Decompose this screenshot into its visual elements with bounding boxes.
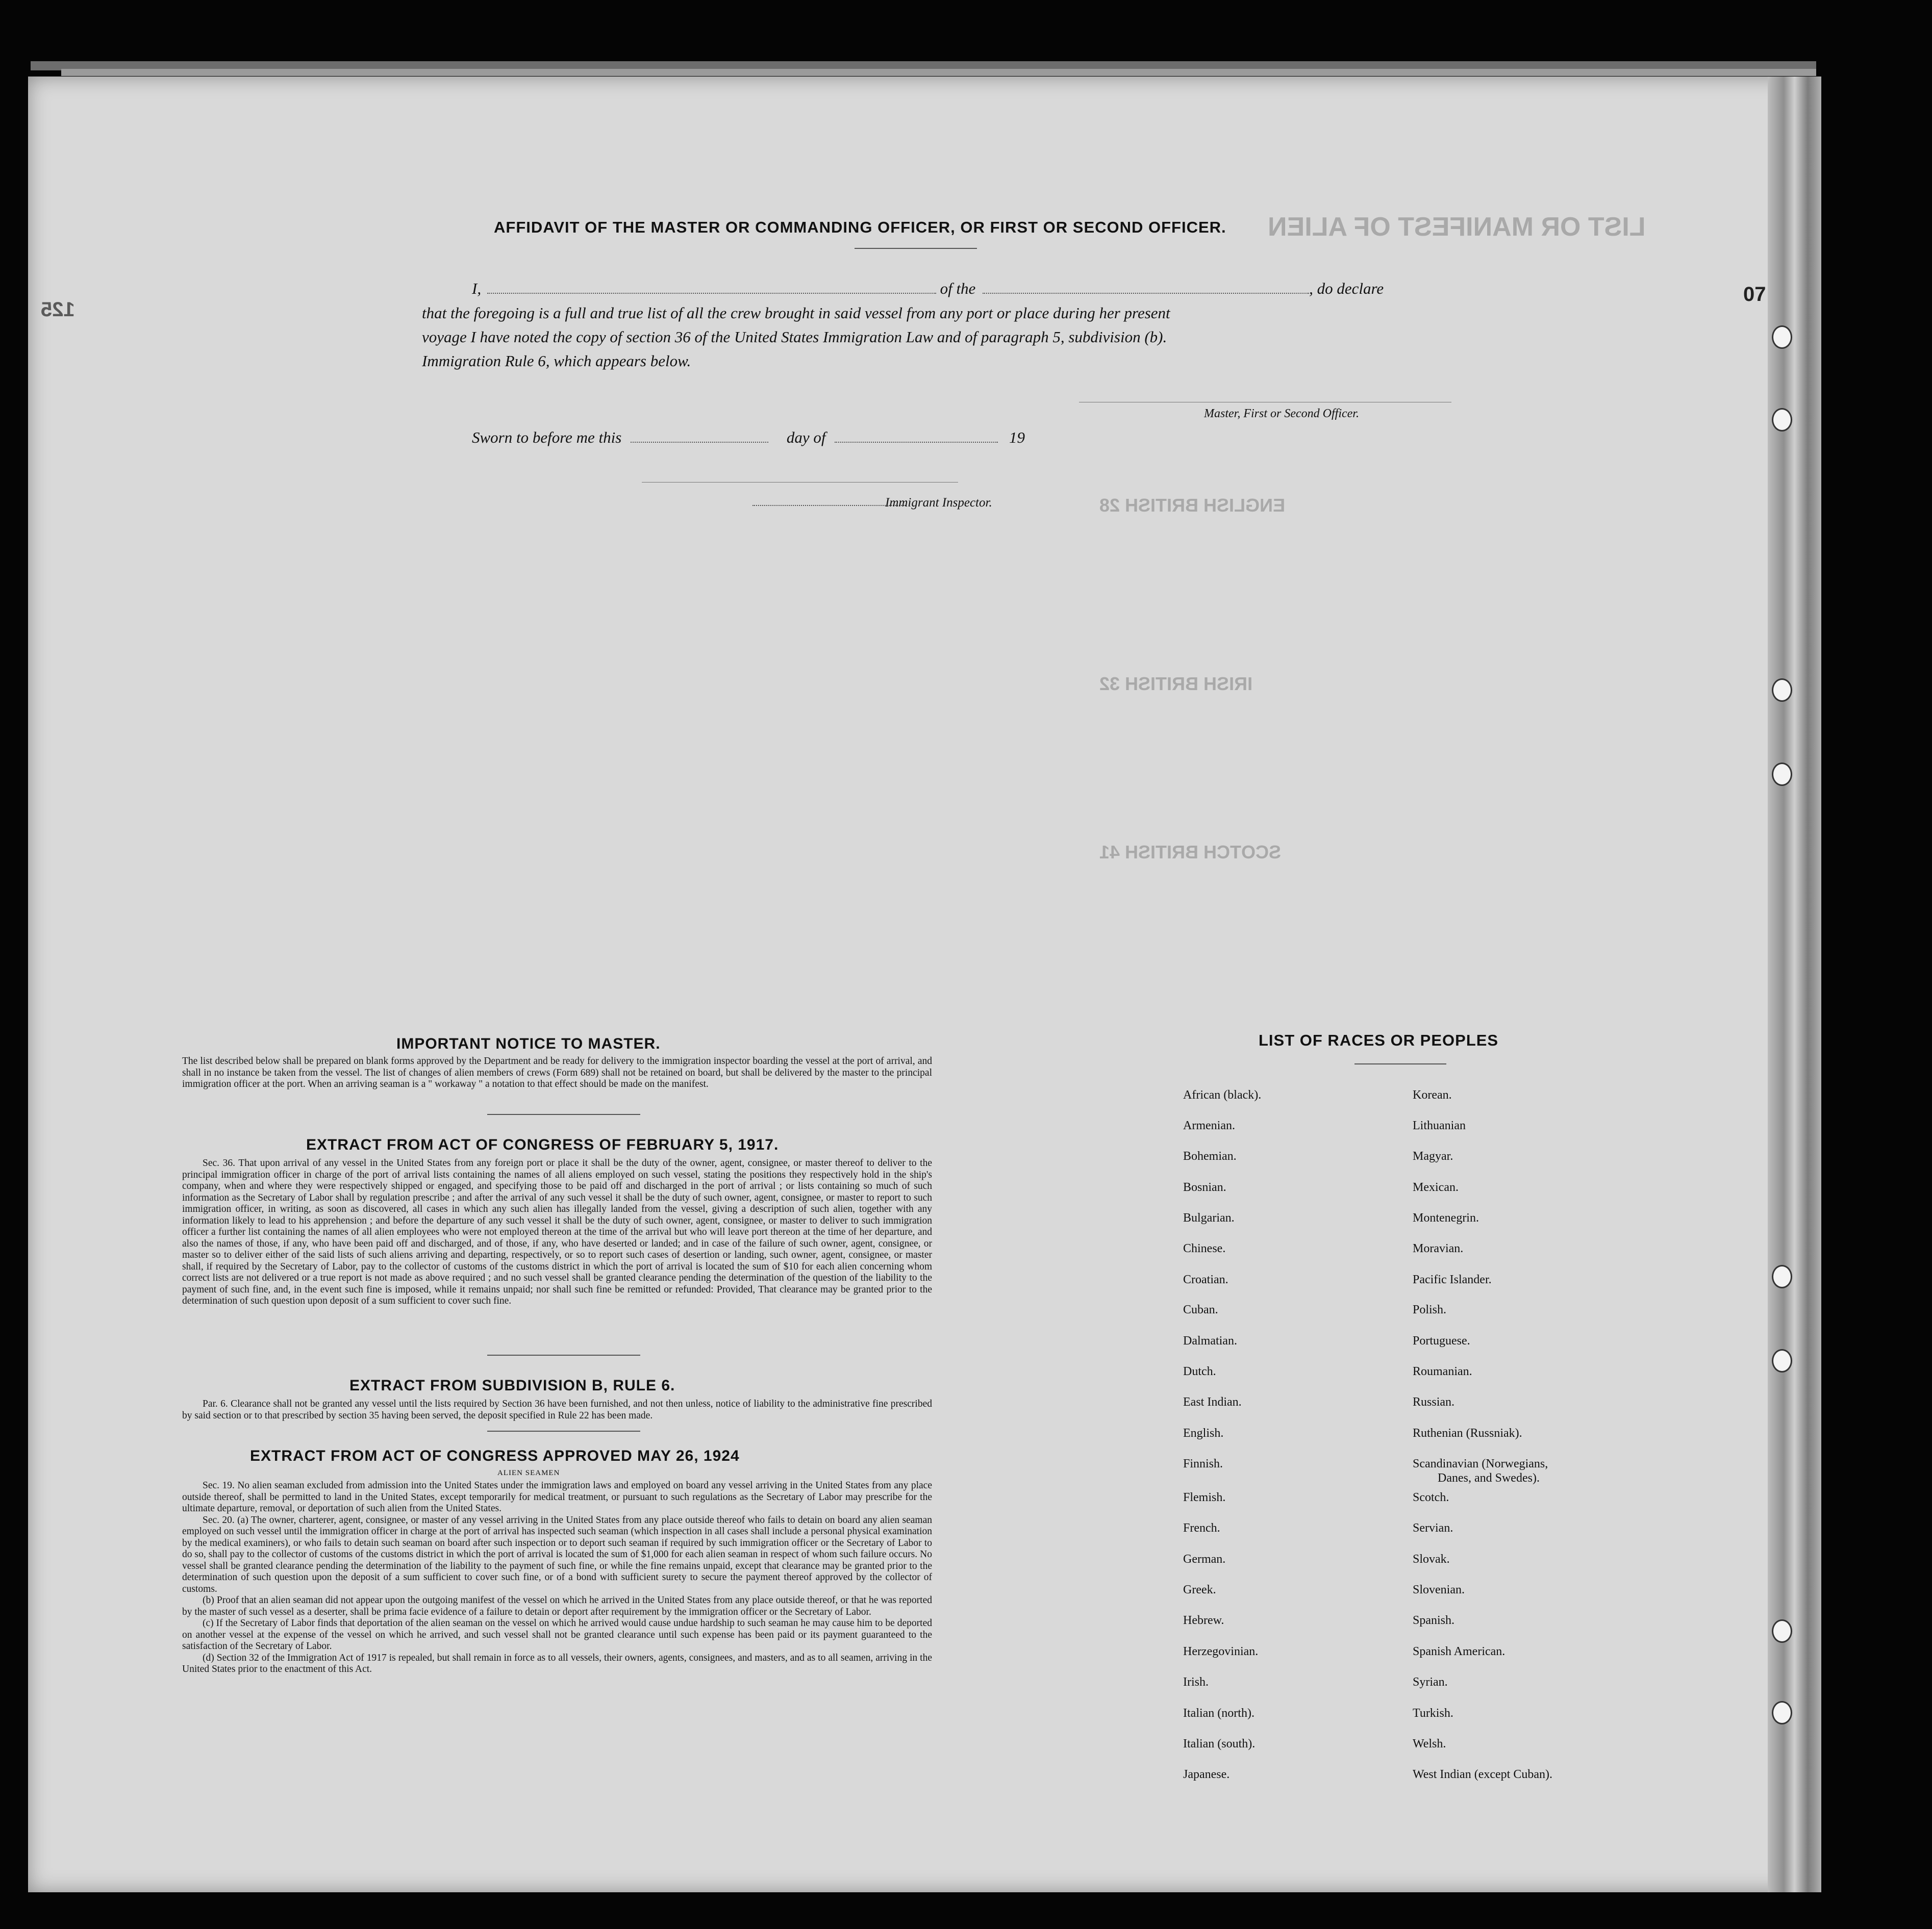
extract-1924-body xyxy=(182,1480,932,1676)
margin-page-number-left: 125 xyxy=(41,298,75,321)
binder-hole xyxy=(1772,1701,1792,1724)
bleed-through-heading: LIST OR MANIFEST OF ALIEN xyxy=(1268,212,1646,242)
bleed-through-row: ENGLISH BRITISH 28 xyxy=(1099,495,1286,516)
races-title: LIST OF RACES OR PEOPLES xyxy=(1259,1031,1499,1049)
race-item: East Indian. xyxy=(1183,1395,1242,1409)
race-item: Cuban. xyxy=(1183,1303,1218,1316)
declaration-line: that the foregoing is a full and true list of all the crew brought in said vessel from any port or place during her present xyxy=(422,304,1170,322)
race-item: Dalmatian. xyxy=(1183,1334,1237,1348)
binder-hole xyxy=(1772,325,1792,349)
race-item: Armenian. xyxy=(1183,1119,1235,1132)
race-item: Lithuanian xyxy=(1413,1119,1466,1132)
divider xyxy=(487,1431,640,1432)
notice-text: The list described below shall be prepared on blank forms approved by the Department and be ready for delivery to the immigration inspector boarding the vessel at the port of arrival, and shall in no instance be taken from the vessel. The list of changes of alien members of crews (Form 689) shall not be retained on board, but shall be delivered by the master to the principal immigration officer at the port. When an arriving seaman is a " workaway " a notation to that effect should be made on the manifest. xyxy=(182,1056,932,1089)
i-label: I, xyxy=(472,280,482,297)
race-item: Italian (north). xyxy=(1183,1707,1254,1720)
race-item: Russian. xyxy=(1413,1395,1455,1409)
year-label: 19 xyxy=(1009,428,1025,446)
race-item: Hebrew. xyxy=(1183,1614,1224,1627)
race-item: Montenegrin. xyxy=(1413,1211,1479,1225)
race-item: English. xyxy=(1183,1427,1224,1440)
extract-1917-text: Sec. 36. That upon arrival of any vessel in the United States from any foreign port or place it shall be the duty of the owner, agent, consignee, or master thereof to deliver to the principal immigration officer in charge of the port of arrival lists containing the names of all aliens employed on such vessel, stating the positions they respectively hold in the ship's company, when and where they were respectively shipped or engaged, and specifying those to be paid off and discharged in the port of arrival ; or lists containing so much of such information as the Secretary of Labor shall by regulation prescribe ; and after the arrival of any such vessel it shall be the duty of such owner, agent, consignee, or master to report to such immigration officer, in writing, as soon as discovered, all cases in which any such alien has illegally landed from the vessel, giving a description of such alien, together with any information likely to lead to his apprehension ; and before the departure of any such vessel it shall be the duty of such owner, agent, consignee, or master to deliver to such immigration officer a further list containing the names of all alien employees who were not employed thereon at the time of the arrival but who will leave port thereon at the time of her departure, and also the names of those, if any, who have been paid off and discharged, and of those, if any, who have deserted or landed; and in case of the failure of such owner, agent, consignee, or master so to deliver either of the said lists of such aliens arriving and departing, respectively, or so to report such cases of desertion or landing, such owner, agent, consignee, or master shall, if required by the Secretary of Labor, pay to the collector of customs of the customs district in which the port of arrival is located the sum of $10 for each alien concerning whom correct lists are not delivered or a true report is not made as above required ; and no such vessel shall be granted clearance pending the determination of the question of the liability to the payment of such fine, and, in the event such fine is imposed, while it remains unpaid; nor shall such fine be remitted or refunded: Provided, That clearance may be granted prior to the determination of such question upon deposit of a sum sufficient to cover such fine. xyxy=(182,1158,932,1306)
race-item: Magyar. xyxy=(1413,1150,1453,1163)
race-item: Slovak. xyxy=(1413,1553,1450,1566)
race-item: Bosnian. xyxy=(1183,1181,1226,1194)
race-item: Polish. xyxy=(1413,1303,1447,1316)
section-20c-text: (c) If the Secretary of Labor finds that deportation of the alien seaman on the vessel on which he arrived would cause undue hardship to such seaman he may cause him to be deported on another vessel at the expense of the vessel on which he arrived, and such vessel shall not be granted clearance until such expense has been paid or its payment guaranteed to the satisfaction of the Secretary of Labor. xyxy=(182,1618,932,1652)
race-item: German. xyxy=(1183,1553,1226,1566)
race-item: Herzegovinian. xyxy=(1183,1645,1259,1658)
page-stack-edge xyxy=(1768,77,1821,1892)
race-item: Turkish. xyxy=(1413,1707,1453,1720)
name-blank xyxy=(487,292,936,294)
race-item: Bohemian. xyxy=(1183,1150,1237,1163)
race-item: Scandinavian (Norwegians, xyxy=(1413,1457,1548,1470)
race-item: Korean. xyxy=(1413,1088,1452,1102)
race-item: Greek. xyxy=(1183,1583,1216,1596)
signature-caption: Master, First or Second Officer. xyxy=(1204,407,1359,420)
race-item: Slovenian. xyxy=(1413,1583,1465,1596)
declaration-first-line xyxy=(472,280,1384,298)
race-item: Mexican. xyxy=(1413,1181,1459,1194)
binder-hole xyxy=(1772,678,1792,702)
divider xyxy=(487,1355,640,1356)
day-of-label: day of xyxy=(786,428,826,446)
affidavit-title: AFFIDAVIT OF THE MASTER OR COMMANDING OFFICER, OR FIRST OR SECOND OFFICER. xyxy=(494,218,1226,236)
sheet-edge-top-2 xyxy=(61,69,1816,76)
inspector-dotted-line xyxy=(752,505,906,506)
vessel-blank xyxy=(983,292,1309,294)
bleed-through-row: SCOTCH BRITISH 41 xyxy=(1099,842,1282,862)
sworn-line xyxy=(472,428,1025,447)
section-20a-text: Sec. 20. (a) The owner, charterer, agent, consignee, or master of any vessel arriving in the United States from any place outside thereof who fails to detain on board any alien seaman employed on such vessel until the immigration officer in charge at the port of arrival has inspected such seaman (which inspection in all cases shall include a personal physical examination by the medical examiners), or who fails to detain such seaman on board after such inspection or to deport such seaman if required by such immigration officer or the Secretary of Labor to do so, shall pay to the collector of customs of the customs district in which the port of arrival is located the sum of $1,000 for each alien seaman in respect of whom such failure occurs. No vessel shall be granted clearance pending the determination of the liability to the payment of such fine, or while the fine remains unpaid, except that clearance may be granted prior to the determination of such question upon the deposit of a sum sufficient to cover such fine, or of a bond with sufficient surety to secure the payment thereof approved by the collector of customs. xyxy=(182,1514,932,1594)
sworn-date-blank xyxy=(631,441,768,443)
bleed-through-row: IRISH BRITISH 32 xyxy=(1099,673,1253,694)
race-item: Moravian. xyxy=(1413,1242,1464,1255)
declaration-line: Immigration Rule 6, which appears below. xyxy=(422,352,691,370)
race-item: Flemish. xyxy=(1183,1491,1226,1504)
section-20b-text: (b) Proof that an alien seaman did not appear upon the outgoing manifest of the vessel on which he arrived in the United States from any place outside thereof, or that he was reported by the master of such vessel as a deserter, shall be prima facie evidence of a failure to detain or deport after requirement by the immigration officer or the Secretary of Labor. xyxy=(182,1595,932,1617)
inspector-line xyxy=(642,482,958,483)
race-item: Dutch. xyxy=(1183,1365,1216,1378)
race-item: Syrian. xyxy=(1413,1676,1448,1689)
do-declare-label: , do declare xyxy=(1309,280,1384,297)
race-item: Croatian. xyxy=(1183,1273,1228,1286)
divider xyxy=(1354,1063,1446,1064)
race-item: Pacific Islander. xyxy=(1413,1273,1492,1286)
race-item: Servian. xyxy=(1413,1521,1453,1535)
race-item: Bulgarian. xyxy=(1183,1211,1235,1225)
of-the-label: of the xyxy=(940,280,976,297)
section-20d-text: (d) Section 32 of the Immigration Act of 1917 is repealed, but shall remain in force as to all vessels, their owners, agents, consignees, and masters, and as to all seamen, arriving in the United States prior to the enactment of this Act. xyxy=(182,1652,932,1674)
race-item: Ruthenian (Russniak). xyxy=(1413,1427,1522,1440)
section-19-text: Sec. 19. No alien seaman excluded from admission into the United States under the immigration laws and employed on board any vessel arriving in the United States from any place outside thereof, shall be permitted to land in the United States, except temporarily for medical treatment, or pursuant to such regulations as the Secretary of Labor may prescribe for the ultimate departure, removal, or deportation of such alien from the United States. xyxy=(182,1480,932,1514)
race-item-continuation: Danes, and Swedes). xyxy=(1438,1471,1540,1485)
month-blank xyxy=(835,441,998,443)
alien-seamen-subtitle: ALIEN SEAMEN xyxy=(497,1469,560,1477)
race-item: West Indian (except Cuban). xyxy=(1413,1768,1552,1781)
race-item: Spanish. xyxy=(1413,1614,1455,1627)
divider xyxy=(487,1114,640,1115)
race-item: Japanese. xyxy=(1183,1768,1230,1781)
extract-rule6-text: Par. 6. Clearance shall not be granted any vessel until the lists required by Section 36 have been furnished, and not then unless, notice of liability to the administrative fine prescribed by said section or to that prescribed by section 35 having been served, the deposit specified in Rule 22 has been made. xyxy=(182,1399,932,1421)
race-item: Scotch. xyxy=(1413,1491,1449,1504)
declaration-line: voyage I have noted the copy of section 36 of the United States Immigration Law and of paragraph 5, subdivision (b). xyxy=(422,328,1167,346)
race-item: African (black). xyxy=(1183,1088,1262,1102)
extract-1917-title: EXTRACT FROM ACT OF CONGRESS OF FEBRUARY 5, 1917. xyxy=(306,1136,779,1153)
divider xyxy=(855,248,977,249)
binder-hole xyxy=(1772,408,1792,432)
race-item: French. xyxy=(1183,1521,1220,1535)
extract-1924-title: EXTRACT FROM ACT OF CONGRESS APPROVED MAY 26, 1924 xyxy=(250,1448,740,1464)
binder-hole xyxy=(1772,763,1792,786)
margin-page-number-right: 07 xyxy=(1743,283,1766,306)
race-item: Chinese. xyxy=(1183,1242,1226,1255)
race-item: Welsh. xyxy=(1413,1737,1446,1750)
race-item: Roumanian. xyxy=(1413,1365,1472,1378)
binder-hole xyxy=(1772,1349,1792,1373)
document-page xyxy=(28,77,1821,1892)
race-item: Italian (south). xyxy=(1183,1737,1256,1750)
sworn-label: Sworn to before me this xyxy=(472,428,622,446)
race-item: Spanish American. xyxy=(1413,1645,1506,1658)
inspector-caption: Immigrant Inspector. xyxy=(885,496,992,510)
binder-hole xyxy=(1772,1619,1792,1643)
notice-title: IMPORTANT NOTICE TO MASTER. xyxy=(396,1035,661,1052)
binder-hole xyxy=(1772,1265,1792,1288)
race-item: Irish. xyxy=(1183,1676,1209,1689)
race-item: Finnish. xyxy=(1183,1457,1223,1470)
race-item: Portuguese. xyxy=(1413,1334,1470,1348)
extract-rule6-title: EXTRACT FROM SUBDIVISION B, RULE 6. xyxy=(349,1377,675,1394)
